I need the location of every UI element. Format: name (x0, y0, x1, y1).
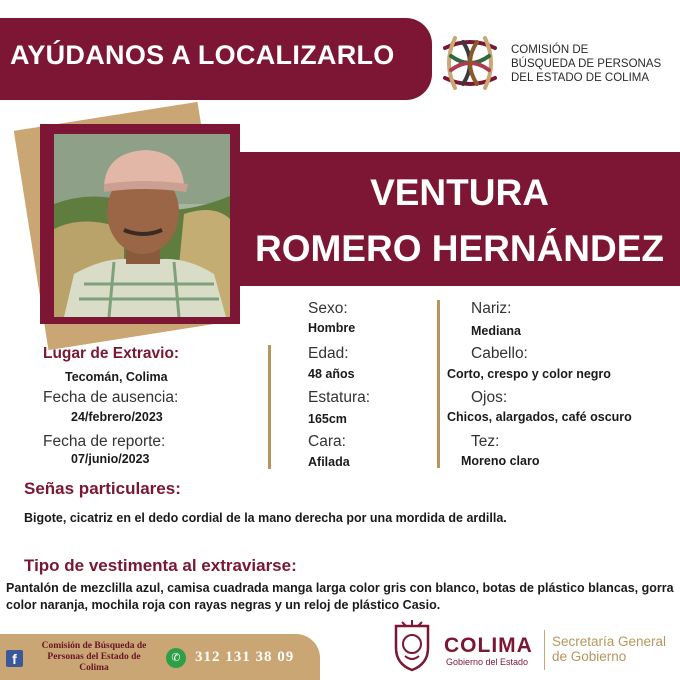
senas-heading: Señas particulares: (24, 479, 181, 498)
cara-value: Afilada (308, 455, 350, 469)
sexo-value: Hombre (308, 321, 356, 335)
tez-label: Tez: (471, 433, 500, 450)
nariz-value: Mediana (471, 324, 522, 338)
commission-line: COMISIÓN DE (511, 44, 589, 56)
cabello-label: Cabello: (471, 345, 528, 362)
footer-org (27, 641, 161, 674)
lugar-label: Lugar de Extravio: (43, 345, 180, 362)
cara-label: Cara: (308, 433, 346, 450)
person-first-name: VENTURA (370, 172, 549, 213)
estatura-label: Estatura: (308, 389, 371, 406)
secretaria-name (552, 634, 666, 664)
lugar-value: Tecomán, Colima (65, 370, 168, 384)
footer-org-line: Personas del Estado de (47, 652, 141, 662)
secretaria-line: Secretaría General (552, 634, 667, 649)
ausencia-value: 24/febrero/2023 (71, 410, 163, 424)
reporte-value: 07/junio/2023 (71, 452, 150, 466)
estatura-value: 165cm (308, 412, 347, 426)
edad-label: Edad: (308, 345, 349, 362)
commission-emblem (437, 30, 503, 96)
secretaria-line: de Gobierno (552, 649, 627, 664)
commission-line: DEL ESTADO DE COLIMA (511, 72, 650, 84)
footer-org-line: Comisión de Búsqueda de (41, 641, 147, 651)
sexo-label: Sexo: (308, 300, 348, 317)
ausencia-label: Fecha de ausencia: (43, 389, 179, 406)
nariz-label: Nariz: (471, 300, 512, 317)
colima-wordmark: COLIMA (444, 634, 533, 657)
edad-value: 48 años (308, 367, 355, 381)
tez-value: Moreno claro (461, 454, 540, 468)
person-last-names: ROMERO HERNÁNDEZ (254, 228, 665, 269)
cabello-value: Corto, crespo y color negro (447, 367, 611, 381)
colima-subtitle: Gobierno del Estado (446, 657, 529, 667)
divider-left (268, 345, 271, 469)
missing-person-photo (54, 134, 230, 317)
colima-coat-of-arms (390, 618, 434, 672)
phone-number[interactable]: 312 131 38 09 (195, 649, 295, 665)
facebook-icon[interactable]: f (6, 650, 23, 667)
vestimenta-text: Pantalón de mezclilla azul, camisa cuadrada manga larga color gris con blanco, botas de plástico blancas, gorra color naranja, mochila roja con rayas negras y un reloj de plástico Casio. (6, 581, 674, 612)
commission-name (511, 43, 661, 85)
footer-org-line: Colima (79, 663, 109, 673)
commission-line: BÚSQUEDA DE PERSONAS (511, 58, 662, 70)
whatsapp-icon[interactable]: ✆ (166, 648, 186, 668)
senas-text: Bigote, cicatriz en el dedo cordial de la mano derecha por una mordida de ardilla. (24, 511, 507, 525)
vestimenta-heading: Tipo de vestimenta al extraviarse: (24, 556, 297, 575)
ojos-label: Ojos: (471, 389, 508, 406)
ojos-value: Chicos, alargados, café oscuro (447, 410, 632, 424)
footer-divider (544, 630, 545, 670)
banner-title: AYÚDANOS A LOCALIZARLO (10, 40, 395, 70)
divider-right (437, 300, 440, 468)
reporte-label: Fecha de reporte: (43, 433, 166, 450)
